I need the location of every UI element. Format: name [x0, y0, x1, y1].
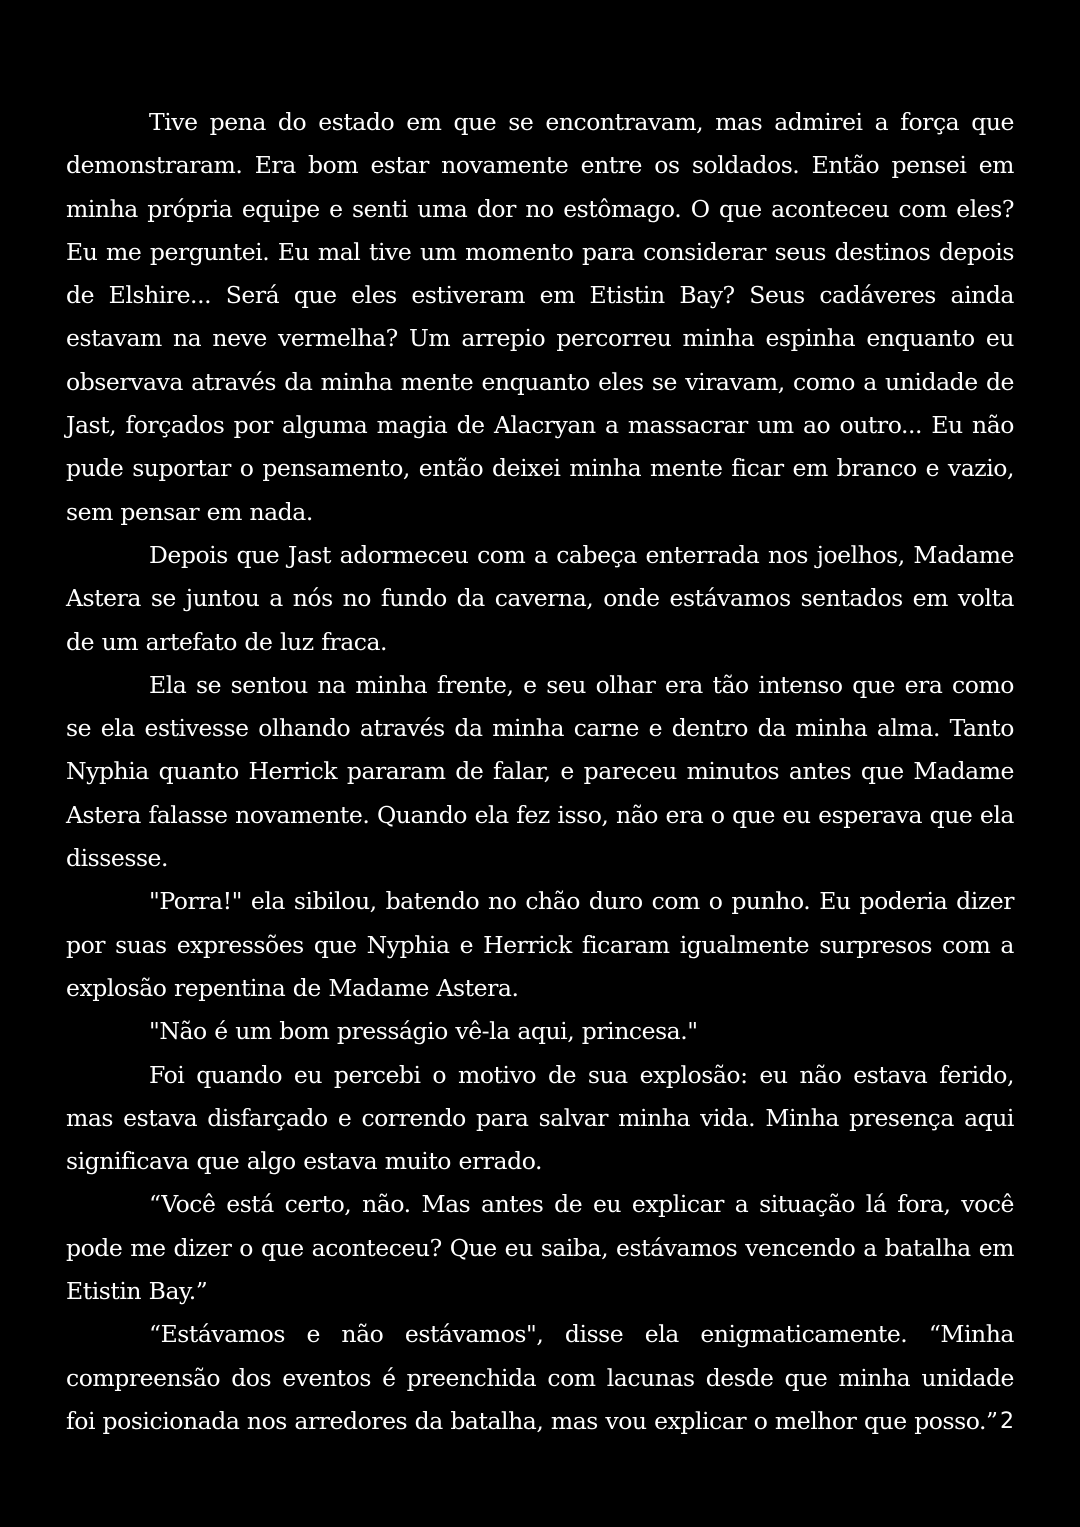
paragraph: Depois que Jast adormeceu com a cabeça enterrada nos joelhos, Madame Astera se juntou a nós no fundo da caverna, onde estávamos sentados em volta de um artefato de luz fraca. [66, 540, 1014, 656]
paragraph: Ela se sentou na minha frente, e seu olhar era tão intenso que era como se ela estivesse olhando através da minha carne e dentro da minha alma. Tanto Nyphia quanto Herrick pararam de falar, e pareceu minutos antes que Madame Astera falasse novamente. Quando ela fez isso, não era o que eu esperava que ela dissesse. [66, 670, 1014, 873]
paragraph: "Porra!" ela sibilou, batendo no chão duro com o punho. Eu poderia dizer por suas expressões que Nyphia e Herrick ficaram igualmente surpresos com a explosão repentina de Madame Astera. [66, 887, 1014, 1002]
paragraph: “Estávamos e não estávamos", disse ela enigmaticamente. “Minha compreensão dos eventos é preenchida com lacunas desde que minha unidade foi posicionada nos arredores da batalha, mas vou explicar o melhor que posso.” [66, 1320, 1014, 1435]
paragraph: Tive pena do estado em que se encontravam, mas admirei a força que demonstraram. Era bom estar novamente entre os soldados. Então pensei em minha própria equipe e senti uma dor no estômago. O que aconteceu com eles? Eu me perguntei. Eu mal tive um momento para considerar seus destinos depois de Elshire... Será que eles estiveram em Etistin Bay? Seus cadáveres ainda estavam na neve vermelha? Um arrepio percorreu minha espinha enquanto eu observava através da minha mente enquanto eles se viravam, como a unidade de Jast, forçados por alguma magia de Alacryan a massacrar um ao outro... Eu não pude suportar o pensamento, então deixei minha mente ficar em branco e vazio, sem pensar em nada. [66, 108, 1014, 526]
page-number: 2 [1000, 1409, 1014, 1434]
paragraph: “Você está certo, não. Mas antes de eu explicar a situação lá fora, você pode me dizer o que aconteceu? Que eu saiba, estávamos vencendo a batalha em Etistin Bay.” [66, 1190, 1014, 1306]
paragraph: "Não é um bom presságio vê-la aqui, princesa." [149, 1017, 698, 1046]
paragraph: Foi quando eu percebi o motivo de sua explosão: eu não estava ferido, mas estava disfarçado e correndo para salvar minha vida. Minha presença aqui significava que algo estava muito errado. [66, 1060, 1014, 1176]
body-text [66, 101, 1014, 1443]
